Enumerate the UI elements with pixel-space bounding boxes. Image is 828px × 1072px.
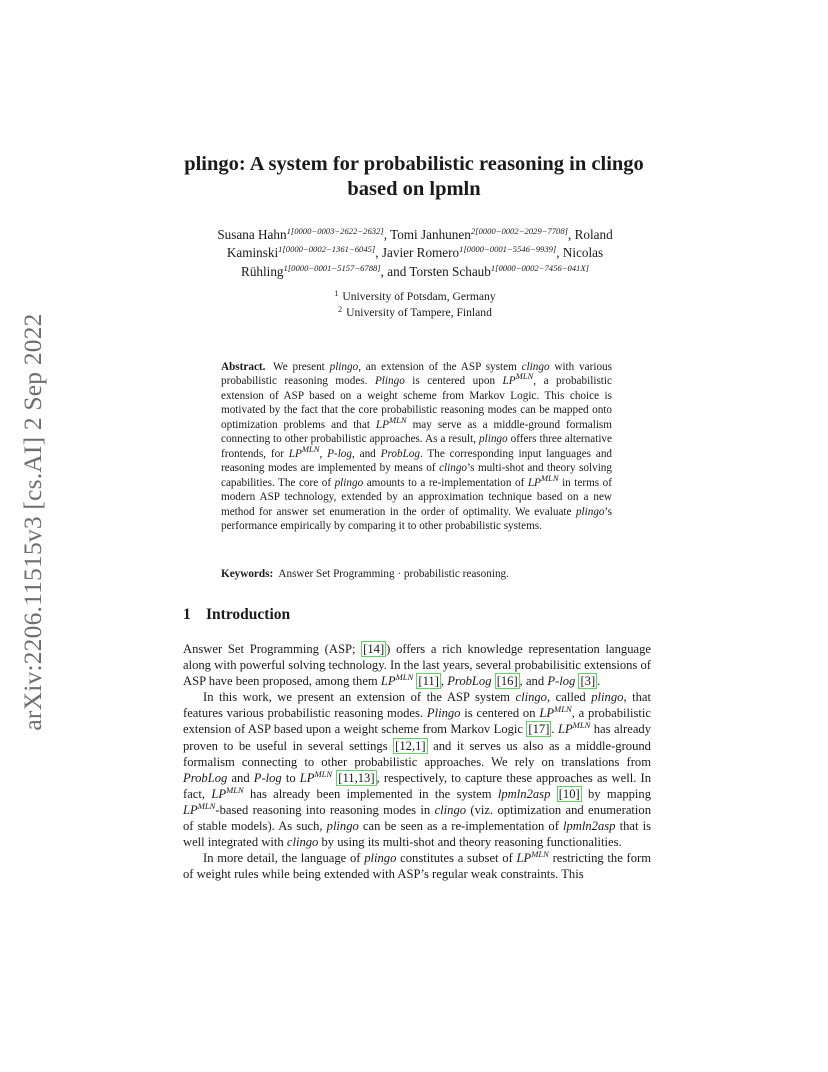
citation-link[interactable]: [11] [418, 674, 439, 689]
author-separator: , and [380, 263, 410, 279]
text-run: has already proven to be useful in several settings [183, 722, 652, 753]
citation-link[interactable]: [10] [558, 786, 580, 801]
abstract-label: Abstract. [221, 361, 266, 373]
author [409, 264, 589, 279]
text-run: ’s multi-shot and theory solving capabilities. The core of [221, 462, 612, 489]
text-run: can be seen as a re-implementation of [358, 819, 563, 834]
math-lpmln: $LP^{MLN}$ [211, 784, 244, 801]
abstract [221, 360, 612, 533]
affiliations [250, 289, 580, 320]
text-run: , an extension of the ASP system [358, 361, 522, 373]
text-run: and it serves us also as a middle-ground formalism connecting to other probabilistic approaches. We rely on translations from [183, 738, 651, 769]
text-run: In more detail, the language of [203, 851, 365, 866]
italic-term: lpmln2asp [563, 819, 616, 834]
math-lpmln: $LP^{MLN}$ [380, 672, 414, 689]
abstract-text [221, 361, 612, 532]
affiliation-2: $^2$ University of Tampere, Finland [338, 304, 492, 319]
author-name: Torsten Schaub [409, 263, 491, 279]
italic-term: clingo [439, 462, 468, 475]
text-run: , a probabilistic extension of ASP based on a weight scheme from Markov Logic. This choice is motivated by the fact that the core probabilistic reasoning modes can be mapped onto optimization problems and that [221, 375, 612, 431]
text-run: in terms of modern ASP technology, extended by an approximation technique based on a new method for answer set enumeration in the order of optimality. We evaluate [221, 476, 612, 518]
text-run: Answer Set Programming (ASP; [183, 642, 362, 656]
author-separator: , [383, 227, 391, 242]
italic-term: clingo [515, 690, 547, 705]
section-heading [183, 606, 290, 624]
text-run: by using its multi-shot and theory reasoning functionalities. [318, 835, 622, 850]
author-name: Roland Kaminski [226, 227, 613, 261]
affiliation-1: $^1$ University of Potsdam, Germany [334, 289, 496, 303]
text-run: and [227, 770, 254, 785]
section-number: 1 [183, 606, 191, 623]
italic-term: clingo [521, 361, 550, 373]
text-run: . [551, 722, 558, 737]
author-list [180, 226, 650, 281]
author-orcid: 1[0000−0002−7456−041X] [490, 262, 589, 273]
arxiv-identifier: arXiv:2206.11515v3 [cs.AI] 2 Sep 2022 [18, 313, 47, 731]
text-run: constitutes a subset of [396, 851, 517, 866]
paragraph-1 [183, 641, 651, 689]
title-line-2: based on lpmln [347, 178, 481, 200]
citation-link[interactable]: [3] [580, 674, 596, 689]
author-separator: , [567, 227, 575, 242]
text-run: -based reasoning into reasoning modes in [215, 802, 435, 817]
author-name: Javier Romero [381, 245, 460, 261]
text-run: , [440, 674, 448, 689]
author-orcid: 1[0000−0001−5546−9939] [459, 244, 557, 255]
citation-link[interactable]: [14] [363, 642, 385, 656]
text-run: that is well integrated with [183, 819, 651, 850]
math-lpmln: $LP^{MLN}$ [375, 414, 407, 431]
author-separator: , [375, 245, 382, 261]
text-run: In this work, we present an extension of the ASP system [203, 690, 516, 705]
math-lpmln: $LP^{MLN}$ [299, 768, 333, 785]
math-lpmln: $LP^{MLN}$ [539, 704, 572, 721]
math-lpmln: $LP^{MLN}$ [183, 800, 216, 817]
italic-term: plingo [334, 476, 364, 489]
text-run: ) offers a rich knowledge representation language along with powerful solving technology. In the last years, several probabilisitic extensions of ASP have been proposed, among them [183, 642, 651, 689]
italic-term: ProbLog [183, 770, 228, 785]
text-run: restricting the form of weight rules while being extended with ASP’s regular weak constraints. This [183, 851, 651, 882]
text-run: , a probabilistic extension of ASP based upon a weight scheme from Markov Logic [183, 706, 651, 737]
paper-title [150, 152, 678, 202]
text-run: ’s performance empirically by comparing it to other probabilistic systems. [221, 505, 612, 532]
keywords-text: Answer Set Programming · probabilistic reasoning. [278, 568, 509, 580]
citation-link[interactable]: [11,13] [338, 770, 375, 785]
text-run: is centered upon [404, 375, 503, 388]
italic-term: ProbLog [447, 674, 492, 689]
math-lpmln: $LP^{MLN}$ [557, 720, 591, 737]
text-run: by mapping [581, 786, 652, 801]
italic-term: plingo [575, 505, 605, 518]
citation-link[interactable]: [16] [496, 674, 518, 689]
text-run: to [281, 770, 300, 785]
author-orcid: 1[0000−0002−1361−6045] [278, 244, 376, 255]
italic-term: plingo [591, 690, 624, 705]
italic-term: P-log [547, 674, 576, 689]
math-lpmln: $LP^{MLN}$ [527, 472, 559, 489]
author-name: Susana Hahn [217, 227, 287, 242]
author-name: Tomi Janhunen [390, 227, 471, 242]
italic-term: clingo [434, 802, 467, 817]
math-lpmln: $LP^{MLN}$ [502, 371, 534, 388]
text-run: offers three alternative frontends, for [221, 433, 612, 460]
italic-term: plingo [326, 819, 359, 834]
author-orcid: 2[0000−0002−2029−7708] [470, 226, 568, 236]
section-body [183, 641, 651, 882]
text-run: (viz. optimization and enumeration of stable models). As such, [183, 802, 652, 834]
text-run: , [319, 447, 328, 460]
text-run: , that features various probabilistic reasoning modes. [183, 690, 651, 721]
text-run: , and [352, 447, 381, 460]
citation-link[interactable]: [12,1] [395, 738, 426, 753]
author-orcid: 1[0000−0001−5157−6788] [283, 262, 381, 273]
italic-term: ProbLog [380, 447, 420, 460]
author [217, 227, 383, 242]
text-run: We present [273, 361, 330, 373]
text-run: , and [519, 674, 548, 689]
italic-term: P-log [327, 447, 352, 460]
author-orcid: 1[0000−0003−2622−2632] [286, 226, 384, 236]
italic-term: plingo [329, 361, 359, 373]
text-run: is centered on [460, 706, 540, 721]
text-run: . The corresponding input languages and reasoning modes are implemented by means of [221, 447, 613, 475]
italic-term: clingo [286, 835, 319, 850]
keywords-label: Keywords: [221, 568, 274, 580]
italic-term: P-log [253, 770, 282, 785]
italic-term: Plingo [374, 375, 405, 388]
section-title: Introduction [206, 606, 291, 623]
math-lpmln: $LP^{MLN}$ [516, 849, 549, 866]
text-run [550, 787, 556, 801]
text-run: , respectively, to capture these approaches as well. In fact, [183, 770, 651, 801]
title-line-1: plingo: A system for probabilistic reasoning in clingo [184, 153, 644, 175]
paragraph-2 [183, 689, 651, 850]
author [382, 245, 556, 260]
text-run: . [597, 674, 601, 689]
italic-term: plingo [479, 433, 508, 446]
paragraph-3 [183, 850, 651, 882]
citation-link[interactable]: [17] [528, 722, 550, 737]
text-run: amounts to a re-implementation of [363, 476, 528, 489]
text-run: , called [546, 690, 592, 705]
author-separator: , [556, 245, 563, 261]
author [390, 227, 568, 242]
italic-term: plingo [364, 851, 397, 866]
keywords [221, 567, 612, 581]
author-name: Nicolas Rühling [241, 245, 604, 279]
text-run: may serve as a middle-ground formalism connecting to other probabilistic approaches. As a result, [221, 418, 612, 446]
math-lpmln: $LP^{MLN}$ [288, 443, 320, 460]
text-run: has already been implemented in the system [243, 786, 498, 801]
text-run: with various probabilistic reasoning modes. [221, 361, 612, 388]
italic-term: Plingo [426, 706, 461, 721]
italic-term: lpmln2asp [497, 786, 551, 801]
